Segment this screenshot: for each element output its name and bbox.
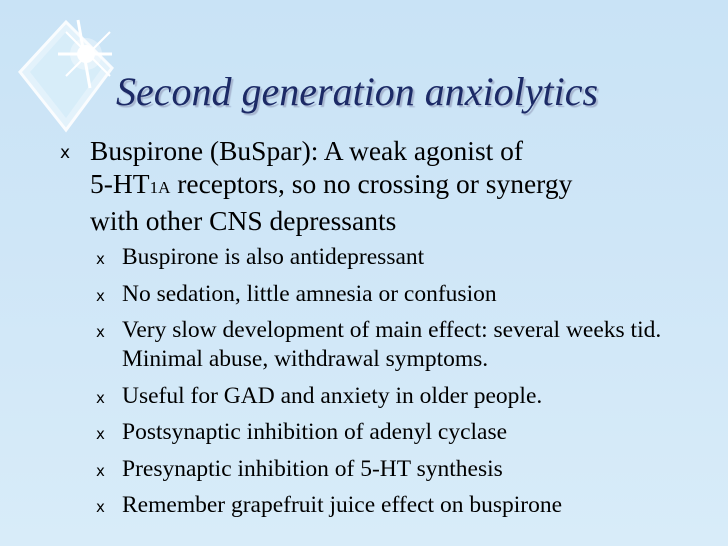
list-item: x Remember grapefruit juice effect on buspirone	[94, 491, 714, 520]
bullet-marker-icon: x	[96, 498, 105, 516]
bullet-marker-icon: x	[96, 323, 105, 341]
bullet-marker-icon: x	[96, 461, 105, 480]
main-bullet-line2-suffix: receptors, so no crossing or synergy	[170, 168, 573, 199]
list-item: x No sedation, little amnesia or confusion	[94, 280, 714, 309]
slide-title: Second generation anxiolytics	[116, 69, 599, 114]
main-bullet-line2-prefix: 5-HT	[90, 168, 150, 199]
main-bullet-line3: with other CNS depressants	[90, 205, 397, 236]
main-bullet-text	[90, 134, 700, 237]
main-bullet-line1: Buspirone (BuSpar): A weak agonist of	[90, 135, 524, 166]
sub-bullet-list	[94, 243, 714, 528]
bullet-marker-icon: x	[96, 388, 105, 407]
list-item: x Postsynaptic inhibition of adenyl cyclase	[94, 418, 714, 447]
list-item: x Buspirone is also antidepressant	[94, 243, 714, 272]
bullet-marker-icon: x	[96, 250, 105, 268]
list-item: x Useful for GAD and anxiety in older people.	[94, 382, 714, 411]
bullet-marker-icon: x	[96, 286, 105, 305]
bullet-marker-icon: x	[60, 143, 71, 163]
list-item: x Presynaptic inhibition of 5-HT synthesis	[94, 455, 714, 484]
main-bullet	[60, 134, 700, 237]
bullet-marker-icon: x	[96, 425, 105, 443]
receptor-subscript: 1A	[149, 178, 171, 197]
list-item: x Very slow development of main effect: several weeks tid. Minimal abuse, withdrawal symptoms.	[96, 317, 662, 372]
